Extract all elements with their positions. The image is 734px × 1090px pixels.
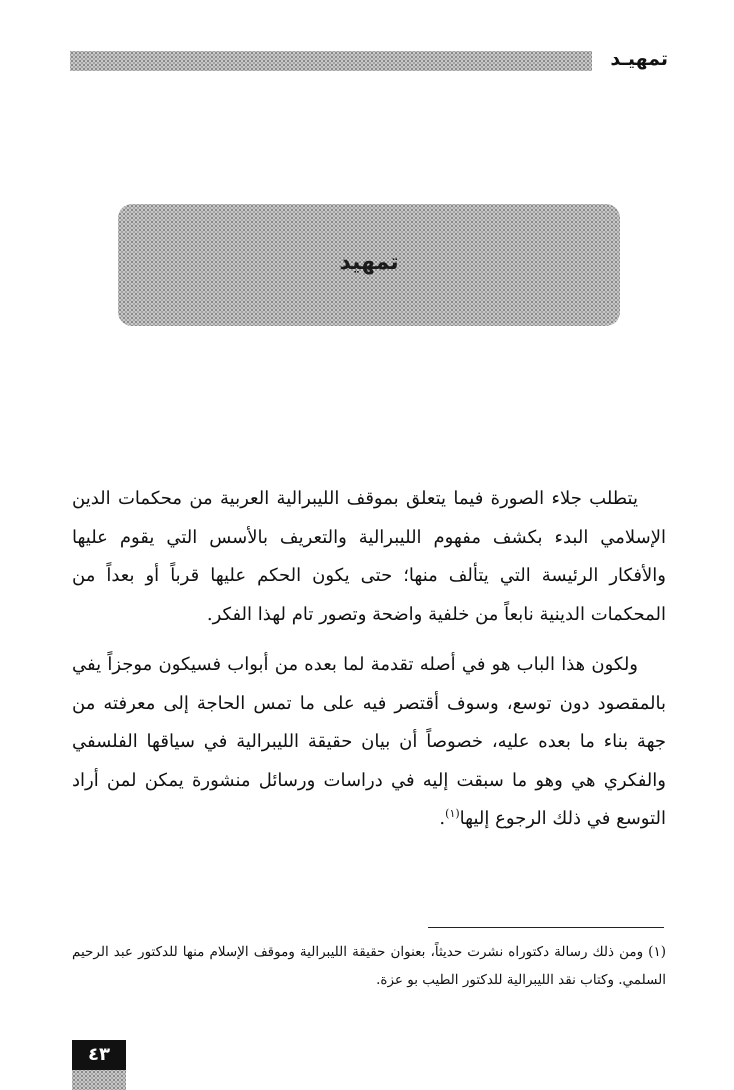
header-rule-band <box>70 51 592 71</box>
chapter-title-box <box>118 204 620 326</box>
paragraph-2-closing: . <box>439 808 446 829</box>
paragraph-2-text: ولكون هذا الباب هو في أصله تقدمة لما بعده من أبواب فسيكون موجزاً يفي بالمقصود دون توسع، وسوف أقتصر فيه على ما تمس الحاجة إلى معرفته من جهة بناء ما بعده عليه، خصوصاً أن بيان حقيقة الليبرالية في سياقها الفلسفي والفكري هي وهو ما سبقت إليه في دراسات ورسائل منشورة يمكن لمن أراد التوسع في ذلك الرجوع إليها <box>72 654 666 829</box>
body-text <box>72 480 666 839</box>
page-number-block <box>72 1040 126 1090</box>
footnote-reference[interactable]: (١) <box>445 807 460 820</box>
chapter-title: تمهيد <box>339 250 399 275</box>
running-title: تمهيـد <box>610 48 668 70</box>
footnote-divider <box>428 927 664 928</box>
page-number-band <box>72 1070 126 1090</box>
footnote <box>72 938 666 994</box>
paragraph-1: يتطلب جلاء الصورة فيما يتعلق بموقف الليبرالية العربية من محكمات الدين الإسلامي البدء بكشف مفهوم الليبرالية والتعريف بالأسس التي يقوم عليها والأفكار الرئيسة التي يتألف منها؛ حتى يكون الحكم عليها قرباً أو بعداً من المحكمات الدينية نابعاً من خلفية واضحة وتصور تام لهذا الفكر. <box>72 488 666 625</box>
footnote-1: (١) ومن ذلك رسالة دكتوراه نشرت حديثاً، بعنوان حقيقة الليبرالية وموقف الإسلام منها للدكتور عبد الرحيم السلمي. وكتاب نقد الليبرالية للدكتور الطيب بو عزة. <box>72 944 666 988</box>
paragraph-2 <box>72 646 666 839</box>
page-number: ٤٣ <box>72 1040 126 1070</box>
